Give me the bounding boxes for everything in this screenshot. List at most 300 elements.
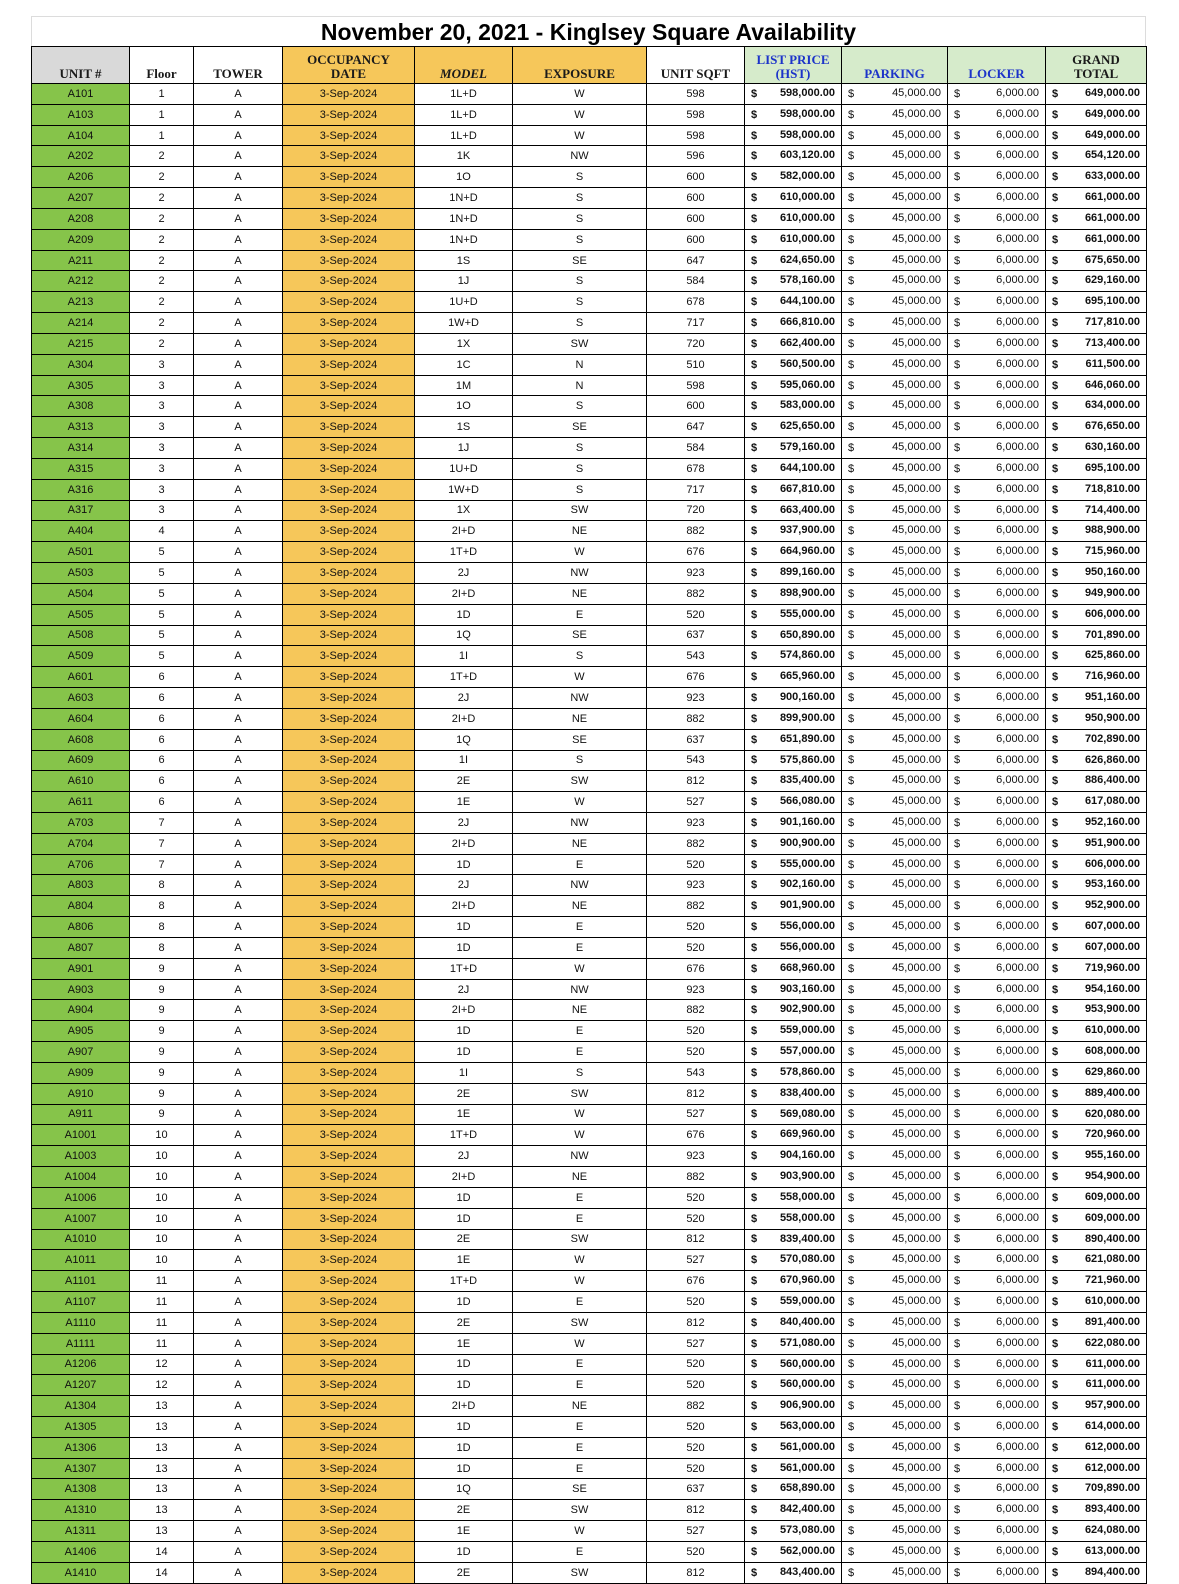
exposure-cell: SE	[513, 729, 647, 750]
exposure-cell: SW	[513, 333, 647, 354]
parking-cell	[842, 1375, 948, 1396]
page-title: November 20, 2021 - Kinglsey Square Availability	[31, 16, 1146, 46]
list-price-cell	[745, 104, 842, 125]
model-cell: 2I+D	[415, 1396, 513, 1417]
occupancy-cell: 3-Sep-2024	[283, 1437, 415, 1458]
locker-cell	[948, 1042, 1046, 1063]
currency-symbol: $	[954, 587, 961, 600]
exposure-cell: W	[513, 1333, 647, 1354]
amount: 634,000.00	[1084, 399, 1140, 412]
amount: 45,000.00	[892, 170, 941, 183]
list-price-cell	[745, 1541, 842, 1562]
grand-total-cell	[1046, 375, 1147, 396]
amount: 904,160.00	[779, 1149, 835, 1162]
unit-cell: A609	[32, 750, 130, 771]
unit-cell: A1010	[32, 1229, 130, 1250]
model-cell: 1J	[415, 271, 513, 292]
locker-cell	[948, 125, 1046, 146]
currency-symbol: $	[751, 691, 758, 704]
list-price-cell	[745, 1458, 842, 1479]
amount: 6,000.00	[996, 149, 1039, 162]
model-cell: 2E	[415, 1312, 513, 1333]
currency-symbol: $	[848, 712, 855, 725]
unit-cell: A903	[32, 979, 130, 1000]
amount: 620,080.00	[1084, 1107, 1140, 1120]
amount: 889,400.00	[1084, 1086, 1140, 1099]
currency-symbol: $	[848, 1337, 855, 1350]
occupancy-cell: 3-Sep-2024	[283, 1146, 415, 1167]
occupancy-cell: 3-Sep-2024	[283, 1021, 415, 1042]
tower-cell: A	[194, 1167, 283, 1188]
currency-symbol: $	[1052, 1316, 1059, 1329]
tower-cell: A	[194, 771, 283, 792]
currency-symbol: $	[1052, 1191, 1059, 1204]
amount: 45,000.00	[892, 1440, 941, 1453]
occupancy-cell: 3-Sep-2024	[283, 646, 415, 667]
parking-cell	[842, 688, 948, 709]
currency-symbol: $	[848, 775, 855, 788]
currency-symbol: $	[848, 1275, 855, 1288]
floor-cell: 10	[130, 1146, 194, 1167]
occupancy-cell: 3-Sep-2024	[283, 729, 415, 750]
tower-cell: A	[194, 1229, 283, 1250]
list-price-cell	[745, 1354, 842, 1375]
floor-cell: 9	[130, 1062, 194, 1083]
occupancy-cell: 3-Sep-2024	[283, 84, 415, 105]
list-price-cell	[745, 292, 842, 313]
list-price-cell	[745, 812, 842, 833]
occupancy-cell: 3-Sep-2024	[283, 479, 415, 500]
currency-symbol: $	[848, 691, 855, 704]
amount: 651,890.00	[779, 732, 835, 745]
amount: 6,000.00	[996, 1565, 1039, 1578]
header-floor: Floor	[130, 47, 194, 84]
currency-symbol: $	[1052, 421, 1059, 434]
amount: 6,000.00	[996, 1190, 1039, 1203]
parking-cell	[842, 500, 948, 521]
currency-symbol: $	[954, 816, 961, 829]
locker-cell	[948, 896, 1046, 917]
occupancy-cell: 3-Sep-2024	[283, 146, 415, 167]
currency-symbol: $	[848, 150, 855, 163]
model-cell: 1J	[415, 438, 513, 459]
grand-total-cell	[1046, 229, 1147, 250]
model-cell: 1T+D	[415, 1271, 513, 1292]
exposure-cell: NE	[513, 583, 647, 604]
unit-cell: A503	[32, 563, 130, 584]
amount: 6,000.00	[996, 441, 1039, 454]
amount: 6,000.00	[996, 1086, 1039, 1099]
locker-cell	[948, 313, 1046, 334]
amount: 649,000.00	[1084, 107, 1140, 120]
amount: 718,810.00	[1084, 482, 1140, 495]
amount: 6,000.00	[996, 1420, 1039, 1432]
currency-symbol: $	[1052, 858, 1059, 871]
header-unit: UNIT #	[32, 47, 130, 84]
amount: 613,000.00	[1084, 1544, 1140, 1557]
currency-symbol: $	[751, 1066, 758, 1079]
unit-cell: A209	[32, 229, 130, 250]
locker-cell	[948, 396, 1046, 417]
exposure-cell: W	[513, 792, 647, 813]
floor-cell: 8	[130, 896, 194, 917]
amount: 900,160.00	[779, 691, 835, 704]
amount: 6,000.00	[996, 899, 1039, 912]
parking-cell	[842, 1521, 948, 1542]
list-price-cell	[745, 1312, 842, 1333]
amount: 666,810.00	[779, 316, 835, 329]
parking-cell	[842, 1312, 948, 1333]
locker-cell	[948, 625, 1046, 646]
unit-cell: A905	[32, 1021, 130, 1042]
table-row	[32, 250, 1147, 271]
amount: 6,000.00	[996, 524, 1039, 537]
grand-total-cell	[1046, 333, 1147, 354]
table-row	[32, 146, 1147, 167]
table-row	[32, 542, 1147, 563]
tower-cell: A	[194, 1500, 283, 1521]
parking-cell	[842, 792, 948, 813]
locker-cell	[948, 146, 1046, 167]
table-row	[32, 271, 1147, 292]
grand-total-cell	[1046, 1062, 1147, 1083]
table-row	[32, 1271, 1147, 1292]
amount: 45,000.00	[892, 1128, 941, 1141]
currency-symbol: $	[751, 712, 758, 725]
parking-cell	[842, 1479, 948, 1500]
floor-cell: 5	[130, 625, 194, 646]
amount: 560,500.00	[779, 357, 835, 370]
currency-symbol: $	[1052, 358, 1059, 371]
amount: 45,000.00	[892, 795, 941, 808]
currency-symbol: $	[848, 504, 855, 517]
currency-symbol: $	[751, 192, 758, 205]
unit-cell: A909	[32, 1062, 130, 1083]
currency-symbol: $	[848, 1087, 855, 1100]
amount: 6,000.00	[996, 107, 1039, 120]
tower-cell: A	[194, 1062, 283, 1083]
amount: 45,000.00	[892, 357, 941, 370]
locker-cell	[948, 1208, 1046, 1229]
amount: 6,000.00	[996, 1045, 1039, 1058]
list-price-cell	[745, 1104, 842, 1125]
locker-cell	[948, 417, 1046, 438]
table-row	[32, 729, 1147, 750]
amount: 6,000.00	[996, 774, 1039, 787]
floor-cell: 3	[130, 396, 194, 417]
currency-symbol: $	[1052, 900, 1059, 913]
model-cell: 1E	[415, 792, 513, 813]
currency-symbol: $	[751, 671, 758, 684]
floor-cell: 9	[130, 1083, 194, 1104]
amount: 937,900.00	[779, 524, 835, 537]
floor-cell: 11	[130, 1292, 194, 1313]
floor-cell: 13	[130, 1458, 194, 1479]
grand-total-cell	[1046, 979, 1147, 1000]
locker-cell	[948, 438, 1046, 459]
amount: 45,000.00	[892, 232, 941, 245]
tower-cell: A	[194, 417, 283, 438]
amount: 6,000.00	[996, 503, 1039, 516]
list-price-cell	[745, 1500, 842, 1521]
grand-total-cell	[1046, 1083, 1147, 1104]
locker-cell	[948, 1375, 1046, 1396]
sqft-cell: 527	[647, 792, 745, 813]
amount: 949,900.00	[1084, 586, 1140, 599]
amount: 610,000.00	[1084, 1295, 1140, 1308]
currency-symbol: $	[751, 837, 758, 850]
amount: 6,000.00	[996, 1440, 1039, 1453]
list-price-cell	[745, 542, 842, 563]
table-row	[32, 208, 1147, 229]
sqft-cell: 520	[647, 917, 745, 938]
sqft-cell: 923	[647, 688, 745, 709]
sqft-cell: 812	[647, 1083, 745, 1104]
currency-symbol: $	[954, 921, 961, 934]
locker-cell	[948, 479, 1046, 500]
currency-symbol: $	[848, 566, 855, 579]
amount: 955,160.00	[1084, 1149, 1140, 1162]
unit-cell: A1304	[32, 1396, 130, 1417]
list-price-cell	[745, 771, 842, 792]
floor-cell: 5	[130, 583, 194, 604]
parking-cell	[842, 812, 948, 833]
currency-symbol: $	[848, 1400, 855, 1413]
sqft-cell: 676	[647, 1125, 745, 1146]
table-row	[32, 375, 1147, 396]
exposure-cell: E	[513, 1042, 647, 1063]
amount: 951,160.00	[1084, 691, 1140, 704]
tower-cell: A	[194, 1292, 283, 1313]
currency-symbol: $	[848, 87, 855, 100]
amount: 950,160.00	[1084, 566, 1140, 579]
amount: 650,890.00	[779, 628, 835, 641]
parking-cell	[842, 896, 948, 917]
grand-total-cell	[1046, 396, 1147, 417]
locker-cell	[948, 979, 1046, 1000]
amount: 559,000.00	[779, 1024, 835, 1037]
model-cell: 1D	[415, 1375, 513, 1396]
model-cell: 1E	[415, 1521, 513, 1542]
model-cell: 2J	[415, 1146, 513, 1167]
currency-symbol: $	[751, 608, 758, 621]
floor-cell: 4	[130, 521, 194, 542]
tower-cell: A	[194, 1125, 283, 1146]
currency-symbol: $	[1052, 1129, 1059, 1142]
grand-total-cell	[1046, 1208, 1147, 1229]
currency-symbol: $	[848, 1129, 855, 1142]
currency-symbol: $	[1052, 441, 1059, 454]
occupancy-cell: 3-Sep-2024	[283, 188, 415, 209]
grand-total-cell	[1046, 812, 1147, 833]
sqft-cell: 598	[647, 84, 745, 105]
parking-cell	[842, 438, 948, 459]
unit-cell: A508	[32, 625, 130, 646]
currency-symbol: $	[751, 296, 758, 309]
exposure-cell: W	[513, 125, 647, 146]
amount: 614,000.00	[1084, 1420, 1140, 1432]
floor-cell: 12	[130, 1354, 194, 1375]
grand-total-cell	[1046, 458, 1147, 479]
occupancy-cell: 3-Sep-2024	[283, 500, 415, 521]
amount: 901,160.00	[779, 815, 835, 828]
amount: 610,000.00	[1084, 1024, 1140, 1037]
list-price-cell	[745, 1375, 842, 1396]
currency-symbol: $	[954, 233, 961, 246]
floor-cell: 6	[130, 708, 194, 729]
currency-symbol: $	[954, 650, 961, 663]
occupancy-cell: 3-Sep-2024	[283, 458, 415, 479]
sqft-cell: 676	[647, 667, 745, 688]
grand-total-cell	[1046, 542, 1147, 563]
currency-symbol: $	[751, 733, 758, 746]
unit-cell: A1111	[32, 1333, 130, 1354]
currency-symbol: $	[848, 1046, 855, 1058]
amount: 45,000.00	[892, 482, 941, 495]
amount: 555,000.00	[779, 607, 835, 620]
locker-cell	[948, 250, 1046, 271]
currency-symbol: $	[954, 150, 961, 163]
currency-symbol: $	[1052, 171, 1059, 184]
exposure-cell: S	[513, 479, 647, 500]
model-cell: 1T+D	[415, 1125, 513, 1146]
currency-symbol: $	[848, 1545, 855, 1558]
amount: 957,900.00	[1084, 1399, 1140, 1412]
header-row	[32, 47, 1147, 84]
tower-cell: A	[194, 1562, 283, 1583]
floor-cell: 13	[130, 1479, 194, 1500]
model-cell: 2I+D	[415, 708, 513, 729]
list-price-cell	[745, 1417, 842, 1438]
list-price-cell	[745, 208, 842, 229]
floor-cell: 10	[130, 1229, 194, 1250]
tower-cell: A	[194, 958, 283, 979]
currency-symbol: $	[954, 775, 961, 788]
model-cell: 1D	[415, 1417, 513, 1438]
floor-cell: 3	[130, 500, 194, 521]
currency-symbol: $	[1052, 108, 1059, 121]
tower-cell: A	[194, 1521, 283, 1542]
sqft-cell: 520	[647, 604, 745, 625]
tower-cell: A	[194, 1479, 283, 1500]
exposure-cell: E	[513, 1021, 647, 1042]
model-cell: 1D	[415, 937, 513, 958]
unit-cell: A703	[32, 812, 130, 833]
exposure-cell: S	[513, 167, 647, 188]
parking-cell	[842, 417, 948, 438]
floor-cell: 1	[130, 125, 194, 146]
occupancy-cell: 3-Sep-2024	[283, 1250, 415, 1271]
exposure-cell: E	[513, 1417, 647, 1438]
table-row	[32, 417, 1147, 438]
table-row	[32, 875, 1147, 896]
currency-symbol: $	[848, 1233, 855, 1246]
list-price-cell	[745, 84, 842, 105]
grand-total-cell	[1046, 1104, 1147, 1125]
currency-symbol: $	[1052, 379, 1059, 392]
sqft-cell: 600	[647, 208, 745, 229]
model-cell: 1L+D	[415, 104, 513, 125]
currency-symbol: $	[848, 816, 855, 829]
amount: 6,000.00	[996, 336, 1039, 349]
unit-cell: A1207	[32, 1375, 130, 1396]
amount: 582,000.00	[779, 170, 835, 183]
occupancy-cell: 3-Sep-2024	[283, 1354, 415, 1375]
floor-cell: 13	[130, 1396, 194, 1417]
amount: 607,000.00	[1084, 920, 1140, 933]
occupancy-cell: 3-Sep-2024	[283, 1187, 415, 1208]
table-row	[32, 1396, 1147, 1417]
occupancy-cell: 3-Sep-2024	[283, 563, 415, 584]
table-row	[32, 563, 1147, 584]
tower-cell: A	[194, 167, 283, 188]
sqft-cell: 637	[647, 1479, 745, 1500]
exposure-cell: N	[513, 354, 647, 375]
locker-cell	[948, 354, 1046, 375]
currency-symbol: $	[751, 87, 758, 100]
unit-cell: A501	[32, 542, 130, 563]
locker-cell	[948, 1187, 1046, 1208]
amount: 624,650.00	[779, 253, 835, 266]
tower-cell: A	[194, 1271, 283, 1292]
currency-symbol: $	[954, 671, 961, 684]
amount: 45,000.00	[892, 253, 941, 266]
currency-symbol: $	[848, 796, 855, 809]
tower-cell: A	[194, 792, 283, 813]
list-price-cell	[745, 438, 842, 459]
currency-symbol: $	[751, 775, 758, 788]
currency-symbol: $	[1052, 566, 1059, 579]
table-row	[32, 1146, 1147, 1167]
currency-symbol: $	[954, 337, 961, 350]
floor-cell: 7	[130, 854, 194, 875]
unit-cell: A603	[32, 688, 130, 709]
amount: 45,000.00	[892, 1024, 941, 1037]
table-row	[32, 438, 1147, 459]
amount: 6,000.00	[996, 482, 1039, 495]
amount: 654,120.00	[1084, 149, 1140, 162]
floor-cell: 2	[130, 146, 194, 167]
amount: 45,000.00	[892, 753, 941, 766]
model-cell: 1D	[415, 1354, 513, 1375]
currency-symbol: $	[751, 421, 758, 434]
amount: 560,000.00	[779, 1357, 835, 1370]
amount: 45,000.00	[892, 191, 941, 204]
floor-cell: 2	[130, 250, 194, 271]
grand-total-cell	[1046, 688, 1147, 709]
currency-symbol: $	[1052, 1566, 1059, 1579]
floor-cell: 6	[130, 792, 194, 813]
occupancy-cell: 3-Sep-2024	[283, 1042, 415, 1063]
amount: 6,000.00	[996, 170, 1039, 183]
grand-total-cell	[1046, 208, 1147, 229]
sqft-cell: 520	[647, 1042, 745, 1063]
model-cell: 1N+D	[415, 208, 513, 229]
amount: 569,080.00	[779, 1107, 835, 1120]
floor-cell: 9	[130, 1104, 194, 1125]
amount: 6,000.00	[996, 545, 1039, 558]
exposure-cell: E	[513, 937, 647, 958]
currency-symbol: $	[751, 1212, 758, 1225]
unit-cell: A1004	[32, 1167, 130, 1188]
currency-symbol: $	[1052, 650, 1059, 663]
amount: 555,000.00	[779, 857, 835, 870]
currency-symbol: $	[848, 1108, 855, 1121]
unit-cell: A1003	[32, 1146, 130, 1167]
sqft-cell: 678	[647, 292, 745, 313]
parking-cell	[842, 1437, 948, 1458]
occupancy-cell: 3-Sep-2024	[283, 688, 415, 709]
